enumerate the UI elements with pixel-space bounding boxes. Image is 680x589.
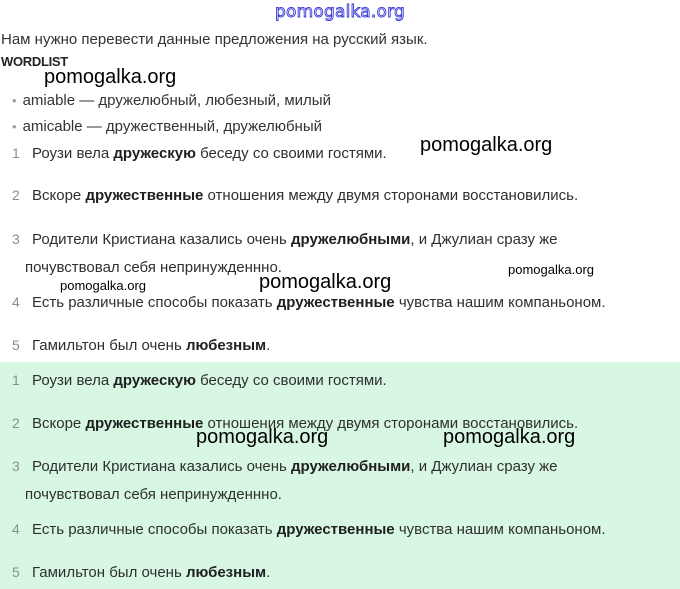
watermark: pomogalka.org [196,426,329,448]
sentence-text: Роузи вела [32,372,114,389]
wordlist-item [12,92,331,109]
watermark: pomogalka.org [259,271,392,293]
sentence-bold: любезным [185,337,267,354]
bullet-icon: • [12,119,17,134]
sentence-number: 3 [12,231,20,247]
sentence-bold: дружескую [113,372,196,389]
sentence-bold: дружелюбными [291,231,411,248]
wordlist-item [12,118,322,135]
sentence-number: 4 [12,521,20,537]
sentence-5 [12,332,672,359]
wordlist-item-text: amiable — дружелюбный, любезный, милый [22,92,331,109]
sentence-2 [12,182,672,209]
sentence-text: , и Джулиан сразу же [410,231,558,248]
sentence-text: Родители Кристиана казались очень [32,231,292,248]
sentence-number: 1 [12,145,20,161]
sentence-3 [12,226,672,253]
sentence-bold: дружественные [85,187,204,204]
sentence-text: беседу со своими гостями. [195,372,387,389]
bullet-icon: • [12,93,17,108]
answer-sentence-3 [12,453,672,480]
watermark: pomogalka.org [44,66,177,88]
sentence-text: Роузи вела [32,145,114,162]
sentence-bold: дружественные [276,294,395,311]
sentence-text: Гамильтон был очень [32,337,186,354]
answer-sentence-1 [12,367,672,394]
sentence-text: . [266,564,271,581]
watermark: pomogalka.org [508,262,594,277]
sentence-text: беседу со своими гостями. [195,145,387,162]
sentence-3-continuation: почувствовал себя непринужденнно. [25,259,282,276]
sentence-number: 4 [12,294,20,310]
sentence-bold: дружественные [276,521,395,538]
sentence-text: Есть различные способы показать [32,521,277,538]
watermark: pomogalka.org [443,426,576,448]
wordlist-item-text: amicable — дружественный, дружелюбный [22,118,322,135]
sentence-text: отношения между двумя сторонами восстановились. [203,415,579,432]
sentence-number: 5 [12,564,20,580]
sentence-text: Гамильтон был очень [32,564,186,581]
sentence-number: 3 [12,458,20,474]
wordlist-heading: WORDLIST [1,54,68,69]
sentence-bold: любезным [185,564,267,581]
sentence-bold: дружескую [113,145,196,162]
sentence-text: Родители Кристиана казались очень [32,458,292,475]
sentence-number: 2 [12,187,20,203]
sentence-text: Есть различные способы показать [32,294,277,311]
sentence-bold: дружественные [85,415,204,432]
intro-text: Нам нужно перевести данные предложения на русский язык. [1,31,428,48]
sentence-text: чувства нашим компаньоном. [394,294,606,311]
sentence-bold: дружелюбными [291,458,411,475]
watermark: pomogalka.org [420,134,553,156]
sentence-text: Вскоре [32,415,86,432]
sentence-text: Вскоре [32,187,86,204]
answer-sentence-5 [12,559,672,586]
watermark-top: pomogalka.org [275,2,405,22]
answer-sentence-4 [12,516,672,543]
watermark: pomogalka.org [60,278,146,293]
sentence-text: , и Джулиан сразу же [410,458,558,475]
sentence-text: отношения между двумя сторонами восстановились. [203,187,579,204]
sentence-text: . [266,337,271,354]
sentence-text: чувства нашим компаньоном. [394,521,606,538]
sentence-number: 2 [12,415,20,431]
sentence-number: 1 [12,372,20,388]
sentence-1 [12,140,672,167]
answer-sentence-3-continuation: почувствовал себя непринужденнно. [25,486,282,503]
sentence-number: 5 [12,337,20,353]
